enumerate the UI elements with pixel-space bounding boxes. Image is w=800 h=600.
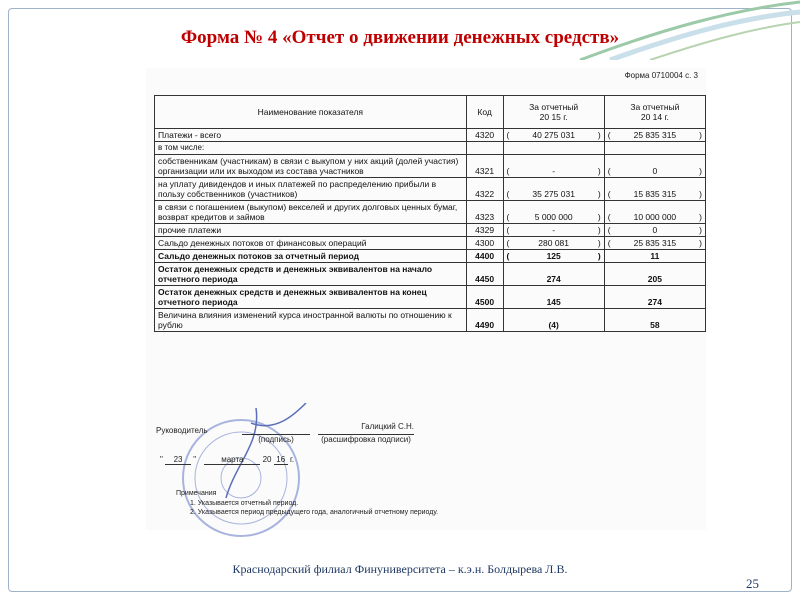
table-row xyxy=(155,286,706,309)
row-v2: ( 25 835 315 ) xyxy=(604,237,705,250)
row-v2: ( 10 000 000 ) xyxy=(604,201,705,224)
row-code: 4329 xyxy=(466,224,503,237)
table-row xyxy=(155,250,706,263)
header-col1-line1: За отчетный xyxy=(529,102,579,112)
row-v1: ( 5 000 000 ) xyxy=(503,201,604,224)
row-name: Величина влияния изменений курса иностранной валюты по отношению к рублю xyxy=(155,309,467,332)
row-code: 4450 xyxy=(466,263,503,286)
row-v1: 145 xyxy=(503,286,604,309)
row-v2: 205 xyxy=(604,263,705,286)
signature-name-caption: (расшифровка подписи) xyxy=(318,434,414,444)
header-col2-line1: За отчетный xyxy=(630,102,680,112)
row-name: в том числе: xyxy=(155,142,467,155)
signature-date: " 23 " марта 20 16 г. xyxy=(160,455,295,464)
header-col2-line2: 20 14 г. xyxy=(640,112,669,122)
slide-title: Форма № 4 «Отчет о движении денежных средств» xyxy=(180,27,620,48)
row-code: 4322 xyxy=(466,178,503,201)
row-name: Остаток денежных средств и денежных эквивалентов на начало отчетного периода xyxy=(155,263,467,286)
row-code: 4321 xyxy=(466,155,503,178)
row-v1: ( - ) xyxy=(503,155,604,178)
row-name: Платежи - всего xyxy=(155,129,467,142)
row-v1 xyxy=(503,142,604,155)
row-code: 4490 xyxy=(466,309,503,332)
signature-name: Галицкий С.Н. xyxy=(361,422,414,431)
cash-flow-table xyxy=(154,95,706,332)
row-name: на уплату дивидендов и иных платежей по распределению прибыли в пользу собственников (участников) xyxy=(155,178,467,201)
row-code: 4500 xyxy=(466,286,503,309)
row-code: 4323 xyxy=(466,201,503,224)
slide-footer: Краснодарский филиал Финуниверситета – к.э.н. Болдырева Л.В. xyxy=(232,562,568,576)
table-header xyxy=(155,96,706,129)
table-row xyxy=(155,263,706,286)
row-name: прочие платежи xyxy=(155,224,467,237)
date-year-prefix: 20 xyxy=(262,455,272,464)
row-code xyxy=(466,142,503,155)
row-code: 4400 xyxy=(466,250,503,263)
row-name: Сальдо денежных потоков от финансовых операций xyxy=(155,237,467,250)
table-row xyxy=(155,201,706,224)
header-name: Наименование показателя xyxy=(155,96,467,129)
row-v2: 58 xyxy=(604,309,705,332)
table-row xyxy=(155,237,706,250)
signature-caption: (подпись) xyxy=(242,434,310,444)
report-document xyxy=(146,68,706,530)
table-row xyxy=(155,178,706,201)
row-v1: ( 35 275 031 ) xyxy=(503,178,604,201)
notes-label: Примечания xyxy=(176,490,217,497)
note-2: 2. Указывается период предыдущего года, аналогичный отчетному периоду. xyxy=(190,509,439,516)
date-month: марта xyxy=(204,455,260,465)
table-row xyxy=(155,224,706,237)
row-v1: (4) xyxy=(503,309,604,332)
table-row xyxy=(155,142,706,155)
row-v1: 274 xyxy=(503,263,604,286)
row-v2: ( 0 ) xyxy=(604,155,705,178)
row-v1: ( 40 275 031 ) xyxy=(503,129,604,142)
row-code: 4300 xyxy=(466,237,503,250)
page-number: 25 xyxy=(746,576,759,591)
date-year-unit: г. xyxy=(289,455,295,464)
date-year: 16 xyxy=(274,455,288,465)
row-v2: 11 xyxy=(604,250,705,263)
row-v2: ( 25 835 315 ) xyxy=(604,129,705,142)
row-v1: ( - ) xyxy=(503,224,604,237)
row-v1: ( 280 081 ) xyxy=(503,237,604,250)
form-code: Форма 0710004 с. 3 xyxy=(624,71,698,80)
row-name: в связи с погашением (выкупом) векселей и других долговых ценных бумаг, возврат кредитов и займов xyxy=(155,201,467,224)
row-v2: ( 0 ) xyxy=(604,224,705,237)
row-v2: ( 15 835 315 ) xyxy=(604,178,705,201)
date-day: 23 xyxy=(165,455,191,465)
row-name: Сальдо денежных потоков за отчетный период xyxy=(155,250,467,263)
header-col1-line2: 20 15 г. xyxy=(539,112,568,122)
header-col1 xyxy=(503,96,604,129)
row-v2 xyxy=(604,142,705,155)
table-row xyxy=(155,155,706,178)
signature-label: Руководитель xyxy=(156,426,208,435)
row-code: 4320 xyxy=(466,129,503,142)
header-code: Код xyxy=(466,96,503,129)
table-row xyxy=(155,129,706,142)
row-name: Остаток денежных средств и денежных эквивалентов на конец отчетного периода xyxy=(155,286,467,309)
header-col2 xyxy=(604,96,705,129)
table-row xyxy=(155,309,706,332)
row-name: собственникам (участникам) в связи с выкупом у них акций (долей участия) организации или их выходом из состава участников xyxy=(155,155,467,178)
row-v2: 274 xyxy=(604,286,705,309)
note-1: 1. Указывается отчетный период. xyxy=(190,500,299,507)
row-v1: ( 125 ) xyxy=(503,250,604,263)
